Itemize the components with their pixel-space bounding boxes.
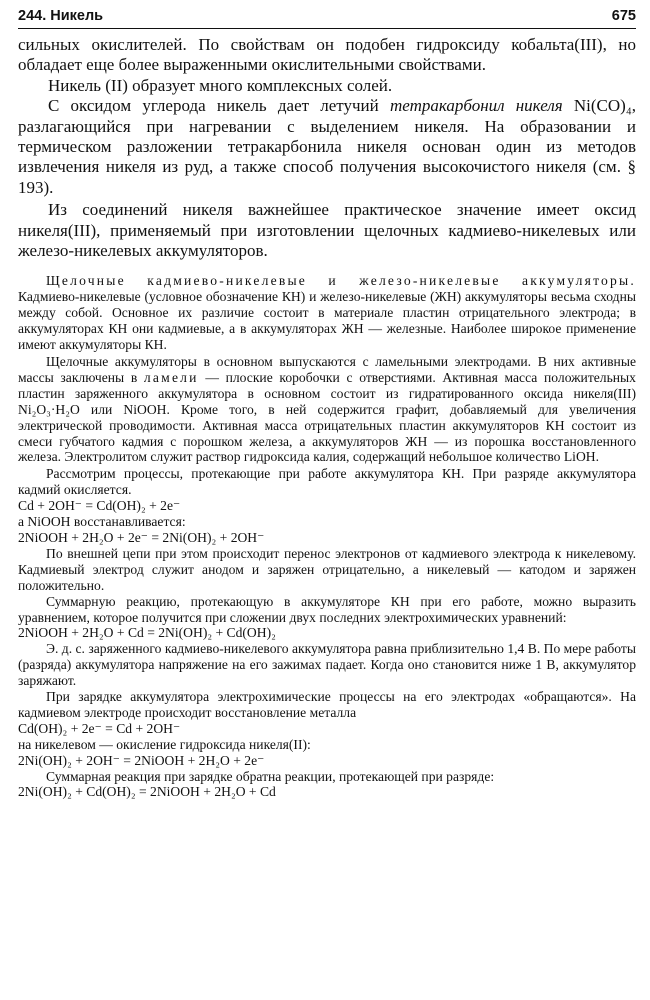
spaced-term: ламели	[143, 369, 199, 385]
inline-formula: Ni₂O₃·H₂O	[18, 401, 80, 417]
inline-formula: Ni(CO)₄	[573, 96, 632, 116]
running-header	[18, 8, 636, 29]
small-print-section	[18, 273, 636, 800]
equation: 2Ni(OH)₂ + Cd(OH)₂ = 2NiOOH + 2H₂O + Cd	[18, 784, 276, 800]
equation: 2NiOOH + 2H₂O + 2e⁻ = 2Ni(OH)₂ + 2OH⁻	[18, 529, 265, 545]
paragraph: При зарядке аккумулятора электрохимические процессы на его электродах «обращаются». На кадмиевом электроде происходит восстановление металла	[18, 689, 636, 720]
main-text	[18, 35, 636, 261]
inline-formula: LiOH	[563, 449, 596, 465]
paragraph: С оксидом углерода никель дает летучий тетракарбонил никеля Ni(CO)₄, разлагающийся при нагревании с выделением никеля. На образовании и термическом разложении тетракарбонила никеля основан один из методов извлечения никеля из руд, а также способ получения высокочистого никеля (см. § 193).	[18, 96, 636, 197]
equation: Cd(OH)₂ + 2e⁻ = Cd + 2OH⁻	[18, 720, 181, 736]
italic-term: тетракарбонил никеля	[389, 96, 563, 116]
equation: 2NiOOH + 2H₂O + Cd = 2Ni(OH)₂ + Cd(OH)₂	[18, 625, 276, 641]
paragraph: Э. д. с. заряженного кадмиево-никелевого аккумулятора равна приблизительно 1,4 В. По мере работы (разряда) аккумулятора напряжение на его зажимах падает. Когда оно становится ниже 1 В, аккумулятор заряжают.	[18, 641, 636, 689]
paragraph: Никель (II) образует много комплексных солей.	[48, 75, 393, 95]
paragraph: а NiOOH восстанавливается:	[18, 514, 186, 530]
paragraph: Рассмотрим процессы, протекающие при работе аккумулятора КН. При разряде аккумулятора кадмий окисляется.	[18, 466, 636, 498]
paragraph: По внешней цепи при этом происходит перенос электронов от кадмиевого электрода к никелевому. Кадмиевый электрод служит анодом и заряжен отрицательно, а никелевый — катодом и заряжен положительно.	[18, 545, 636, 593]
equation: 2Ni(OH)₂ + 2OH⁻ = 2NiOOH + 2H₂O + 2e⁻	[18, 752, 265, 768]
subsection-heading: Щелочные кадмиево-никелевые и железо-никелевые аккумуляторы.	[46, 273, 636, 289]
equation: Cd + 2OH⁻ = Cd(OH)₂ + 2e⁻	[18, 498, 181, 514]
page-number: 675	[611, 8, 636, 24]
inline-formula: NiOOH	[123, 401, 167, 417]
paragraph: Щелочные аккумуляторы в основном выпускаются с ламельными электродами. В них активные массы заключены в ламели — плоские коробочки с отверстиями. Активная масса положительных пластин заряженного аккумулятора в основном состоит из гидратированного оксида никеля(III) Ni₂O₃·H₂O или NiOOH. Кроме того, в ней содержится графит, добавляемый для увеличения электрической проводимости. Активная масса отрицательных пластин аккумуляторов КН состоит из смеси губчатого кадмия с порошком железа, а аккумуляторов ЖН — из порошка восстановленного железа. Электролитом служит раствор гидроксида калия, содержащий небольшое количество LiOH.	[18, 354, 636, 465]
paragraph: Щелочные кадмиево-никелевые и железо-никелевые аккумуляторы. Кадмиево-никелевые (условное обозначение КН) и железо-никелевые (ЖН) аккумуляторы весьма сходны между собой. Основное их различие состоит в материале пластин отрицательного электрода; в аккумуляторах КН они кадмиевые, а в аккумуляторах ЖН — железные. Наиболее широкое применение имеют аккумуляторы КН.	[18, 273, 636, 353]
section-title: 244. Никель	[18, 8, 104, 24]
paragraph: Суммарную реакцию, протекающую в аккумуляторе КН при его работе, можно выразить уравнением, которое получится при сложении двух последних электрохимических уравнений:	[18, 593, 636, 625]
paragraph: сильных окислителей. По свойствам он подобен гидроксиду кобальта(III), но обладает еще более выраженными окислительными свойствами.	[18, 35, 636, 75]
paragraph: Из соединений никеля важнейшее практическое значение имеет оксид никеля(III), применяемый при изготовлении щелочных кадмиево-никелевых или железо-никелевых аккумуляторов.	[18, 200, 636, 261]
paragraph: на никелевом — окисление гидроксида никеля(II):	[18, 736, 311, 752]
paragraph: Суммарная реакция при зарядке обратна реакции, протекающей при разряде:	[46, 768, 495, 784]
